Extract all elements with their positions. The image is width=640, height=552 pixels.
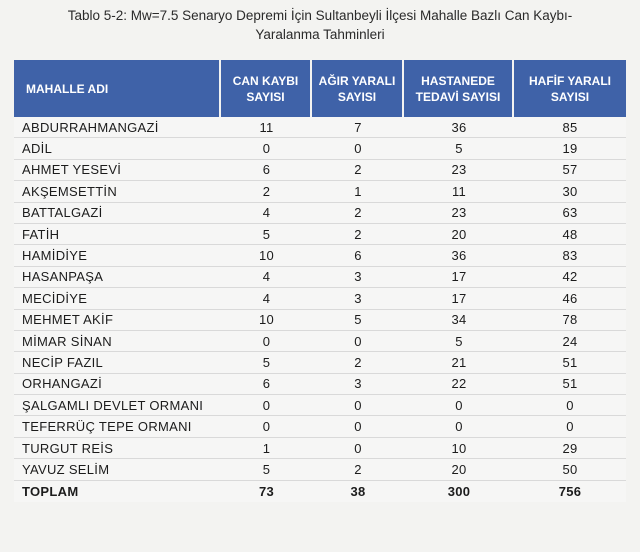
agir-yarali-cell: 2 xyxy=(354,461,362,477)
can-kaybi-cell: 11 xyxy=(259,119,274,135)
can-kaybi-cell: 4 xyxy=(262,205,271,221)
mahalle-name-cell: AKŞEMSETTİN xyxy=(22,183,118,199)
header-hastanede-tedavi: HASTANEDE TEDAVİ SAYISI xyxy=(404,60,514,117)
can-kaybi-cell: 6 xyxy=(262,376,271,392)
can-kaybi-cell: 10 xyxy=(258,312,275,328)
hastanede-tedavi-cell: 20 xyxy=(451,461,467,477)
mahalle-name-cell: TURGUT REİS xyxy=(22,440,114,456)
hafif-yarali-cell: 29 xyxy=(562,440,578,456)
agir-yarali-cell: 2 xyxy=(354,205,362,221)
hastanede-tedavi-cell: 0 xyxy=(455,419,463,435)
agir-yarali-cell: 3 xyxy=(354,376,362,392)
can-kaybi-cell: 4 xyxy=(262,269,271,285)
header-can-kaybi: CAN KAYBI SAYISI xyxy=(221,60,312,117)
table-header xyxy=(14,60,626,117)
hafif-yarali-cell: 19 xyxy=(562,141,578,157)
hastanede-tedavi-cell: 11 xyxy=(451,183,467,199)
table-row xyxy=(14,117,626,138)
hafif-yarali-cell: 48 xyxy=(562,226,578,242)
can-kaybi-cell: 4 xyxy=(262,290,271,306)
agir-yarali-cell: 2 xyxy=(354,162,362,178)
mahalle-name-cell: FATİH xyxy=(22,226,60,242)
table-row xyxy=(14,352,626,373)
hastanede-tedavi-cell: 10 xyxy=(451,440,467,456)
mahalle-name-cell: ABDURRAHMANGAZİ xyxy=(22,119,159,135)
mahalle-name-cell: ŞALGAMLI DEVLET ORMANI xyxy=(22,397,204,413)
hastanede-tedavi-cell: 34 xyxy=(451,312,467,328)
header-agir-yarali: AĞIR YARALI SAYISI xyxy=(312,60,404,117)
hafif-yarali-cell: 30 xyxy=(562,183,578,199)
mahalle-name-cell: YAVUZ SELİM xyxy=(22,461,110,477)
caption-line-1: Tablo 5-2: Mw=7.5 Senaryo Depremi İçin Sultanbeyli İlçesi Mahalle Bazlı Can Kaybı- xyxy=(67,8,573,23)
table-row xyxy=(14,395,626,416)
hafif-yarali-cell: 42 xyxy=(562,269,578,285)
hastanede-tedavi-cell: 17 xyxy=(451,269,467,285)
hafif-yarali-cell: 63 xyxy=(562,205,578,221)
can-kaybi-cell: 2 xyxy=(262,183,271,199)
hafif-yarali-cell: 83 xyxy=(562,248,578,264)
hafif-yarali-cell: 0 xyxy=(566,419,574,435)
agir-yarali-cell: 1 xyxy=(354,183,362,199)
can-kaybi-cell: 5 xyxy=(262,461,271,477)
hafif-yarali-cell: 51 xyxy=(562,354,578,370)
table-row xyxy=(14,224,626,245)
hastanede-tedavi-cell: 0 xyxy=(455,397,463,413)
table-row xyxy=(14,245,626,266)
agir-yarali-cell: 0 xyxy=(354,333,362,349)
agir-yarali-cell: 2 xyxy=(354,226,362,242)
mahalle-name-cell: TEFERRÜÇ TEPE ORMANI xyxy=(22,419,192,435)
mahalle-name-cell: MECİDİYE xyxy=(22,290,88,306)
table-body xyxy=(14,117,626,502)
hafif-yarali-cell: 78 xyxy=(562,312,578,328)
hastanede-tedavi-cell: 5 xyxy=(455,141,463,157)
table-row xyxy=(14,181,626,202)
mahalle-name-cell: BATTALGAZİ xyxy=(22,205,103,221)
table-row xyxy=(14,288,626,309)
table-row xyxy=(14,310,626,331)
agir-yarali-cell: 2 xyxy=(354,354,362,370)
table-row xyxy=(14,138,626,159)
hastanede-tedavi-cell: 20 xyxy=(451,226,467,242)
hastanede-tedavi-cell: 21 xyxy=(451,354,467,370)
mahalle-name-cell: MİMAR SİNAN xyxy=(22,333,112,349)
agir-yarali-cell: 6 xyxy=(354,248,362,264)
agir-yarali-cell: 7 xyxy=(354,119,362,135)
hafif-yarali-cell: 756 xyxy=(558,483,582,499)
can-kaybi-cell: 0 xyxy=(262,419,271,435)
hastanede-tedavi-cell: 36 xyxy=(451,248,467,264)
hafif-yarali-cell: 0 xyxy=(566,397,574,413)
can-kaybi-cell: 73 xyxy=(258,483,275,499)
agir-yarali-cell: 5 xyxy=(354,312,362,328)
hastanede-tedavi-cell: 36 xyxy=(451,119,467,135)
hastanede-tedavi-cell: 17 xyxy=(451,290,467,306)
mahalle-name-cell: AHMET YESEVİ xyxy=(22,162,122,178)
mahalle-name-cell: MEHMET AKİF xyxy=(22,312,114,328)
table-row xyxy=(14,374,626,395)
hafif-yarali-cell: 50 xyxy=(562,461,578,477)
agir-yarali-cell: 38 xyxy=(350,483,366,499)
total-label: TOPLAM xyxy=(22,483,79,499)
hastanede-tedavi-cell: 5 xyxy=(455,333,463,349)
hastanede-tedavi-cell: 300 xyxy=(447,483,471,499)
mahalle-name-cell: ADİL xyxy=(22,141,53,157)
agir-yarali-cell: 0 xyxy=(354,397,362,413)
can-kaybi-cell: 1 xyxy=(262,440,271,456)
hafif-yarali-cell: 24 xyxy=(562,333,578,349)
can-kaybi-cell: 5 xyxy=(262,354,271,370)
hastanede-tedavi-cell: 23 xyxy=(451,162,467,178)
table-row xyxy=(14,459,626,480)
hafif-yarali-cell: 51 xyxy=(562,376,578,392)
agir-yarali-cell: 0 xyxy=(354,440,362,456)
can-kaybi-cell: 10 xyxy=(258,248,275,264)
can-kaybi-cell: 0 xyxy=(262,397,271,413)
can-kaybi-cell: 0 xyxy=(262,333,271,349)
can-kaybi-cell: 6 xyxy=(262,162,271,178)
agir-yarali-cell: 0 xyxy=(354,141,362,157)
hastanede-tedavi-cell: 23 xyxy=(451,205,467,221)
table-row xyxy=(14,438,626,459)
can-kaybi-cell: 5 xyxy=(262,226,271,242)
table-caption xyxy=(0,6,640,44)
caption-line-2: Yaralanma Tahminleri xyxy=(255,27,385,42)
agir-yarali-cell: 3 xyxy=(354,290,362,306)
mahalle-name-cell: HAMİDİYE xyxy=(22,248,88,264)
header-hafif-yarali: HAFİF YARALI SAYISI xyxy=(528,73,611,104)
total-row xyxy=(14,481,626,502)
hastanede-tedavi-cell: 22 xyxy=(451,376,467,392)
mahalle-name-cell: HASANPAŞA xyxy=(22,269,104,285)
table-row xyxy=(14,331,626,352)
header-mahalle-adi: MAHALLE ADI xyxy=(14,60,221,117)
casualty-table xyxy=(14,60,626,502)
mahalle-name-cell: NECİP FAZIL xyxy=(22,354,104,370)
table-row xyxy=(14,203,626,224)
hafif-yarali-cell: 85 xyxy=(562,119,578,135)
table-row xyxy=(14,160,626,181)
can-kaybi-cell: 0 xyxy=(262,141,271,157)
hafif-yarali-cell: 46 xyxy=(562,290,578,306)
table-row xyxy=(14,267,626,288)
agir-yarali-cell: 0 xyxy=(354,419,362,435)
hafif-yarali-cell: 57 xyxy=(562,162,578,178)
mahalle-name-cell: ORHANGAZİ xyxy=(22,376,102,392)
table-row xyxy=(14,416,626,437)
agir-yarali-cell: 3 xyxy=(354,269,362,285)
